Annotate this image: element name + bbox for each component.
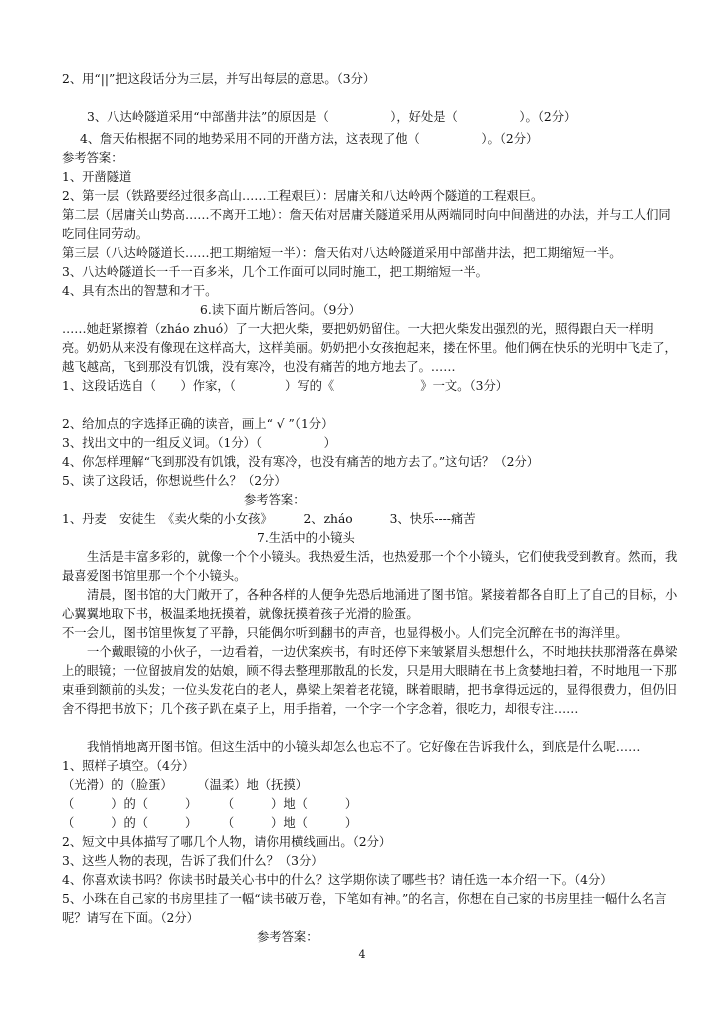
page-number: 4 — [358, 948, 366, 961]
answer-2-layer-3: 第三层（八达岭隧道长……把工期缩短一半）：詹天佑对八达岭隧道采用中部凿井法，把工期缩短一半。 — [62, 246, 622, 260]
section-6-question-4: 4、你怎样理解“飞到那没有饥饿，没有寒冷，也没有痛苦的地方去了。”这句话？（2分） — [62, 455, 540, 469]
section-6-title: 6.读下面片断后答问。（9分） — [200, 303, 361, 317]
section-6-passage: ……她赶紧擦着（zháo zhuó）了一大把火柴，要把奶奶留住。一大把火柴发出强烈的光，照得跟白天一样明亮。奶奶从来没有像现在这样高大，这样美丽。奶奶把小女孩抱起来，搂在怀里。他们俩在快乐的光明中飞走了，越飞越高，飞到那没有饥饿，没有寒冷，也没有痛苦的地方地去了。…… — [62, 322, 677, 374]
question-2-split-layers: 2、用“||”把这段话分为三层，并写出每层的意思。（3分） — [62, 72, 376, 86]
answer-1: 1、开凿隧道 — [62, 170, 132, 184]
section-7-question-3: 3、这些人物的表现，告诉了我们什么？（3分） — [62, 854, 324, 868]
answer-key-heading: 参考答案： — [62, 151, 124, 165]
question-4-zhan-tianyou: 4、詹天佑根据不同的地势采用不同的开凿方法，这表现了他（ ）。（2分） — [80, 132, 539, 146]
section-7-paragraph-2: 清晨，图书馆的大门敞开了，各种各样的人便争先恐后地涌进了图书馆。紧接着都各自盯上了自己的目标，小心翼翼地取下书，极温柔地抚摸着，就像抚摸着孩子光滑的脸蛋。 — [62, 588, 678, 621]
question-3-badaling-method: 3、八达岭隧道采用“中部凿井法”的原因是（ ），好处是（ ）。（2分） — [87, 110, 577, 124]
section-7-question-4: 4、你喜欢读书吗？你读书时最关心书中的什么？这学期你读了哪些书？请任选一本介绍一下。（4分） — [62, 873, 613, 887]
section-6-answers: 1、丹麦 安徒生 《卖火柴的小女孩》 2、zháo 3、快乐----痛苦 — [62, 512, 476, 526]
fill-example-row: （光滑）的（脸蛋） （温柔）地（抚摸） — [62, 778, 308, 792]
section-7-question-5: 5、小珠在自己家的书房里挂了一幅“读书破万卷，下笔如有神。”的名言，你想在自己家的书房里挂一幅什么名言呢？请写在下面。（2分） — [62, 892, 667, 925]
section-7-question-2: 2、短文中具体描写了哪几个人物，请你用横线画出。（2分） — [62, 835, 392, 849]
section-6-question-2: 2、给加点的字选择正确的读音，画上“ √ ”（1分） — [62, 417, 334, 431]
section-6-question-5: 5、读了这段话，你想说些什么？（2分） — [62, 474, 287, 488]
answer-2-layer-1: 2、第一层（铁路要经过很多高山……工程艰巨）：居庸关和八达岭两个隧道的工程艰巨。 — [62, 189, 544, 203]
answer-3: 3、八达岭隧道长一千一百多米，几个工作面可以同时施工，把工期缩短一半。 — [62, 265, 488, 279]
section-6-question-3: 3、找出文中的一组反义词。（1分）（ ） — [62, 436, 336, 450]
section-7-paragraph-4: 一个戴眼镜的小伙子，一边看着，一边伏案疾书，有时还停下来皱紧眉头想想什么，不时地扶扶那滑落在鼻梁上的眼镜；一位留披肩发的姑娘，顾不得去整理那散乱的长发，只是用大眼睛在书上贪婪地扫着，不时地甩一下那束垂到额前的头发；一位头发花白的老人，鼻梁上架着老花镜，眯着眼睛，把书拿得远远的，显得很费力，但仍旧舍不得把书放下；几个孩子趴在桌子上，用手指着，一个字一个字念着，很吃力，却很专注…… — [62, 645, 678, 716]
section-7-paragraph-3: 不一会儿，图书馆里恢复了平静，只能偶尔听到翻书的声音，也显得极小。人们完全沉醉在书的海洋里。 — [62, 626, 628, 640]
answer-2-layer-2: 第二层（居庸关山势高……不离开工地）：詹天佑对居庸关隧道采用从两端同时向中间凿进的办法，并与工人们同吃同住同劳动。 — [62, 208, 671, 241]
answer-4: 4、具有杰出的智慧和才干。 — [62, 284, 218, 298]
section-7-question-1: 1、照样子填空。（4分） — [62, 759, 195, 773]
section-7-paragraph-5: 我悄悄地离开图书馆。但这生活中的小镜头却怎么也忘不了。它好像在告诉我什么，到底是什么呢…… — [87, 740, 641, 754]
section-6-answer-key-heading: 参考答案： — [244, 493, 306, 507]
fill-blank-row: （ ）的（ ） （ ）地（ ） — [62, 797, 358, 811]
fill-blank-row: （ ）的（ ） （ ）地（ ） — [62, 816, 358, 830]
section-7-paragraph-1: 生活是丰富多彩的，就像一个个小镜头。我热爱生活，也热爱那一个个小镜头，它们使我受到教育。然而，我最喜爱图书馆里那一个个小镜头。 — [62, 550, 678, 583]
section-7-title: 7.生活中的小镜头 — [257, 531, 355, 545]
section-7-answer-key-heading: 参考答案： — [257, 930, 319, 944]
section-6-question-1: 1、这段话选自（ ）作家，（ ）写的《 》一文。（3分） — [62, 379, 509, 393]
